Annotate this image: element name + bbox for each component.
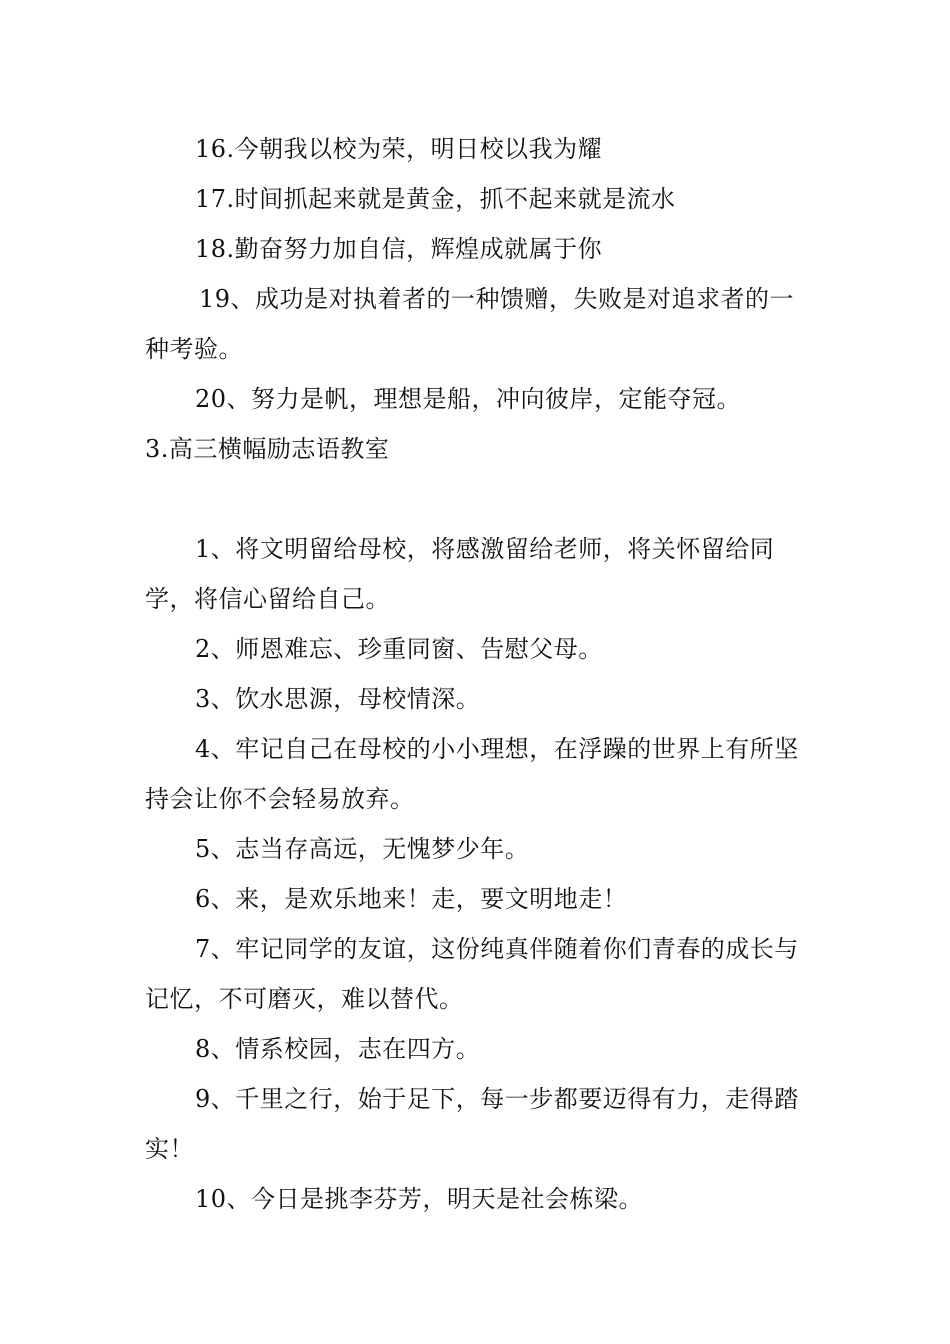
list-item-18: 18.勤奋努力加自信，辉煌成就属于你 xyxy=(195,235,603,263)
list-item-2: 2、师恩难忘、珍重同窗、告慰父母。 xyxy=(195,635,603,663)
section-heading: 3.高三横幅励志语教室 xyxy=(145,435,390,463)
list-item-8: 8、情系校园，志在四方。 xyxy=(195,1035,481,1063)
slogan-list-classroom xyxy=(145,524,810,1224)
list-item-20: 20、努力是帆，理想是船，冲向彼岸，定能夺冠。 xyxy=(195,385,742,413)
slogan-list-continued xyxy=(145,124,810,474)
list-item-19: 19、成功是对执着者的一种馈赠，失败是对追求者的一种考验。 xyxy=(145,285,795,363)
list-item-4: 4、牢记自己在母校的小小理想，在浮躁的世界上有所坚持会让你不会轻易放弃。 xyxy=(145,735,799,813)
list-item-17: 17.时间抓起来就是黄金，抓不起来就是流水 xyxy=(195,185,676,213)
list-item-7: 7、牢记同学的友谊，这份纯真伴随着你们青春的成长与记忆，不可磨灭，难以替代。 xyxy=(145,935,799,1013)
list-item-1: 1、将文明留给母校，将感激留给老师，将关怀留给同学，将信心留给自己。 xyxy=(145,535,775,613)
list-item-3: 3、饮水思源，母校情深。 xyxy=(195,685,481,713)
list-item-6: 6、来，是欢乐地来！走，要文明地走！ xyxy=(195,885,628,913)
list-item-5: 5、志当存高远，无愧梦少年。 xyxy=(195,835,530,863)
list-item-9: 9、千里之行，始于足下，每一步都要迈得有力，走得踏实！ xyxy=(145,1085,799,1163)
list-item-10: 10、今日是挑李芬芳，明天是社会栋梁。 xyxy=(195,1185,644,1213)
list-item-16: 16.今朝我以校为荣，明日校以我为耀 xyxy=(195,135,603,163)
